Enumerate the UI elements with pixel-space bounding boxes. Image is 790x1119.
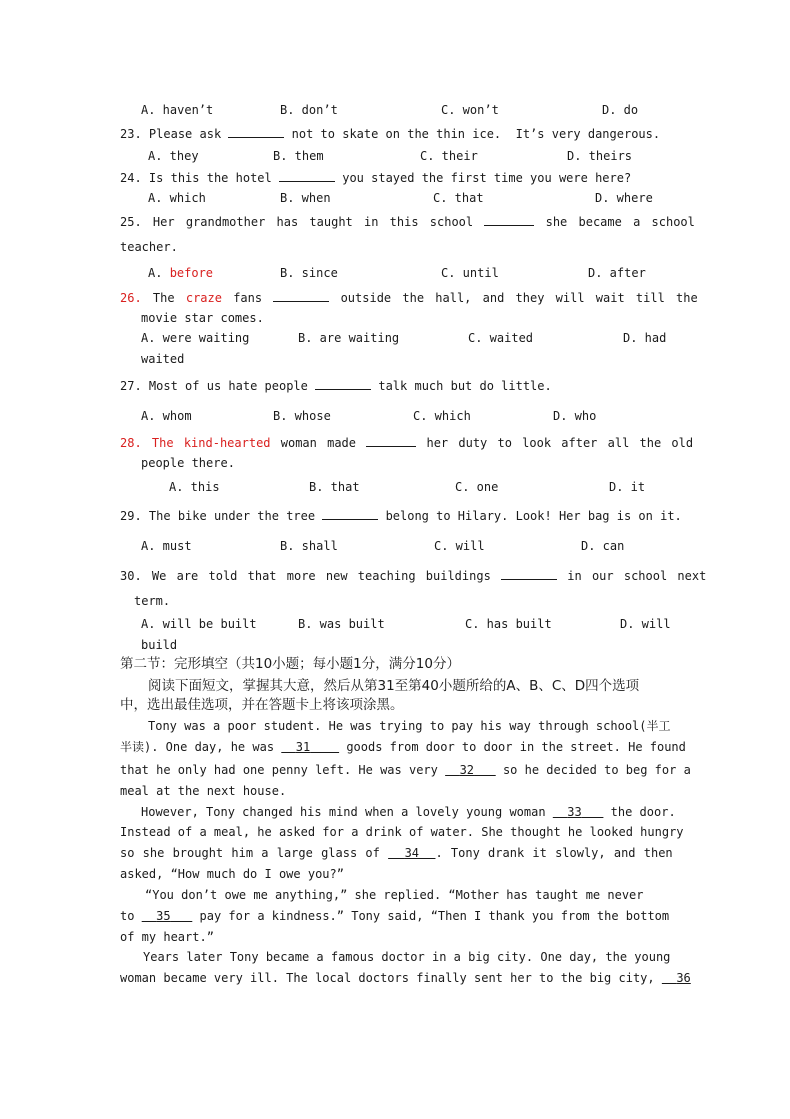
q27-option-d: D. who <box>553 409 597 423</box>
q30-option-a: A. will be built <box>141 617 257 631</box>
q27-option-b: B. whose <box>273 409 331 423</box>
section-2-instructions-line2: 中，选出最佳选项，并在答题卡上将该项涂黑。 <box>120 697 404 713</box>
question-30: 30. We are told that more new teaching buildings in our school next <box>120 569 707 583</box>
question-27: 27. Most of us hate people talk much but do little. <box>120 379 552 393</box>
q28-option-d: D. it <box>609 480 646 494</box>
question-28: 28. The kind-hearted woman made her duty to look after all the old <box>120 436 694 450</box>
q25-option-a: A. before <box>148 266 214 280</box>
q22-option-c: C. won’t <box>441 103 499 117</box>
question-29: 29. The bike under the tree belong to Hilary. Look! Her bag is on it. <box>120 509 682 523</box>
q30-option-b: B. was built <box>298 617 385 631</box>
blank-35: 35 <box>156 909 171 923</box>
q22-option-b: B. don’t <box>280 103 338 117</box>
q30-continuation: term. <box>134 594 171 608</box>
q29-option-b: B. shall <box>280 539 338 553</box>
q26-continuation: movie star comes. <box>141 311 264 325</box>
answer-blank <box>322 508 378 520</box>
passage-line: of my heart.” <box>120 930 214 944</box>
answer-blank <box>273 290 329 302</box>
q28-option-b: B. that <box>309 480 360 494</box>
answer-blank <box>279 170 335 182</box>
passage-line: Years later Tony became a famous doctor in a big city. One day, the young <box>143 950 671 964</box>
blank-36: 36 <box>676 971 691 985</box>
q23-option-b: B. them <box>273 149 324 163</box>
question-24: 24. Is this the hotel you stayed the first time you were here? <box>120 171 632 185</box>
q23-option-d: D. theirs <box>567 149 633 163</box>
q24-option-a: A. which <box>148 191 206 205</box>
q30-option-d-wrap: build <box>141 638 178 652</box>
answer-blank <box>228 126 284 138</box>
q29-option-c: C. will <box>434 539 485 553</box>
question-25: 25. Her grandmother has taught in this school she became a school <box>120 215 695 229</box>
q26-option-c: C. waited <box>468 331 534 345</box>
q26-option-d-wrap: waited <box>141 352 185 366</box>
passage-line: meal at the next house. <box>120 784 287 798</box>
q25-continuation: teacher. <box>120 240 178 254</box>
q24-option-c: C. that <box>433 191 484 205</box>
passage-line: so she brought him a large glass of 34 . Tony drank it slowly, and then <box>120 846 673 860</box>
passage-line: Tony was a poor student. He was trying to pay his way through school(半工 <box>148 719 671 733</box>
blank-32: 32 <box>459 763 475 777</box>
passage-line: asked, “How much do I owe you?” <box>120 867 344 881</box>
q22-option-d: D. do <box>602 103 639 117</box>
q24-option-b: B. when <box>280 191 331 205</box>
q30-option-d: D. will <box>620 617 671 631</box>
question-23: 23. Please ask not to skate on the thin ice. It’s very dangerous. <box>120 127 661 141</box>
q26-option-d: D. had <box>623 331 667 345</box>
q23-option-a: A. they <box>148 149 199 163</box>
blank-34: 34 <box>404 846 420 860</box>
q28-continuation: people there. <box>141 456 235 470</box>
blank-33: 33 <box>567 805 582 819</box>
answer-blank <box>501 568 557 580</box>
q27-option-c: C. which <box>413 409 471 423</box>
q29-option-a: A. must <box>141 539 192 553</box>
q30-option-c: C. has built <box>465 617 552 631</box>
passage-line: “You don’t owe me anything,” she replied. “Mother has taught me never <box>145 888 644 902</box>
q27-option-a: A. whom <box>141 409 192 423</box>
q22-option-a: A. haven’t <box>141 103 214 117</box>
blank-31: 31 <box>295 740 311 754</box>
q25-option-b: B. since <box>280 266 338 280</box>
q25-option-c: C. until <box>441 266 499 280</box>
passage-line: Instead of a meal, he asked for a drink of water. She thought he looked hungry <box>120 825 684 839</box>
q28-option-a: A. this <box>169 480 220 494</box>
answer-blank <box>366 435 416 447</box>
q24-option-d: D. where <box>595 191 653 205</box>
answer-blank <box>484 214 534 226</box>
q29-option-d: D. can <box>581 539 625 553</box>
q25-option-d: D. after <box>588 266 646 280</box>
passage-line: woman became very ill. The local doctors finally sent her to the big city, 36 <box>120 971 691 985</box>
section-2-heading: 第二节：完形填空（共10小题；每小题1分，满分10分） <box>120 656 460 672</box>
q26-option-b: B. are waiting <box>298 331 400 345</box>
passage-line: to 35 pay for a kindness.” Tony said, “Then I thank you from the bottom <box>120 909 670 923</box>
q26-option-a: A. were waiting <box>141 331 250 345</box>
q23-option-c: C. their <box>420 149 478 163</box>
passage-line: that he only had one penny left. He was very 32 so he decided to beg for a <box>120 763 691 777</box>
passage-line: However, Tony changed his mind when a lovely young woman 33 the door. <box>141 805 676 819</box>
answer-blank <box>315 378 371 390</box>
section-2-instructions-line1: 阅读下面短文，掌握其大意，然后从第31至第40小题所给的A、B、C、D四个选项 <box>148 678 640 694</box>
q28-option-c: C. one <box>455 480 499 494</box>
question-26: 26. The craze fans outside the hall, and they will wait till the <box>120 291 698 305</box>
passage-line: 半读). One day, he was 31 goods from door to door in the street. He found <box>120 740 686 754</box>
